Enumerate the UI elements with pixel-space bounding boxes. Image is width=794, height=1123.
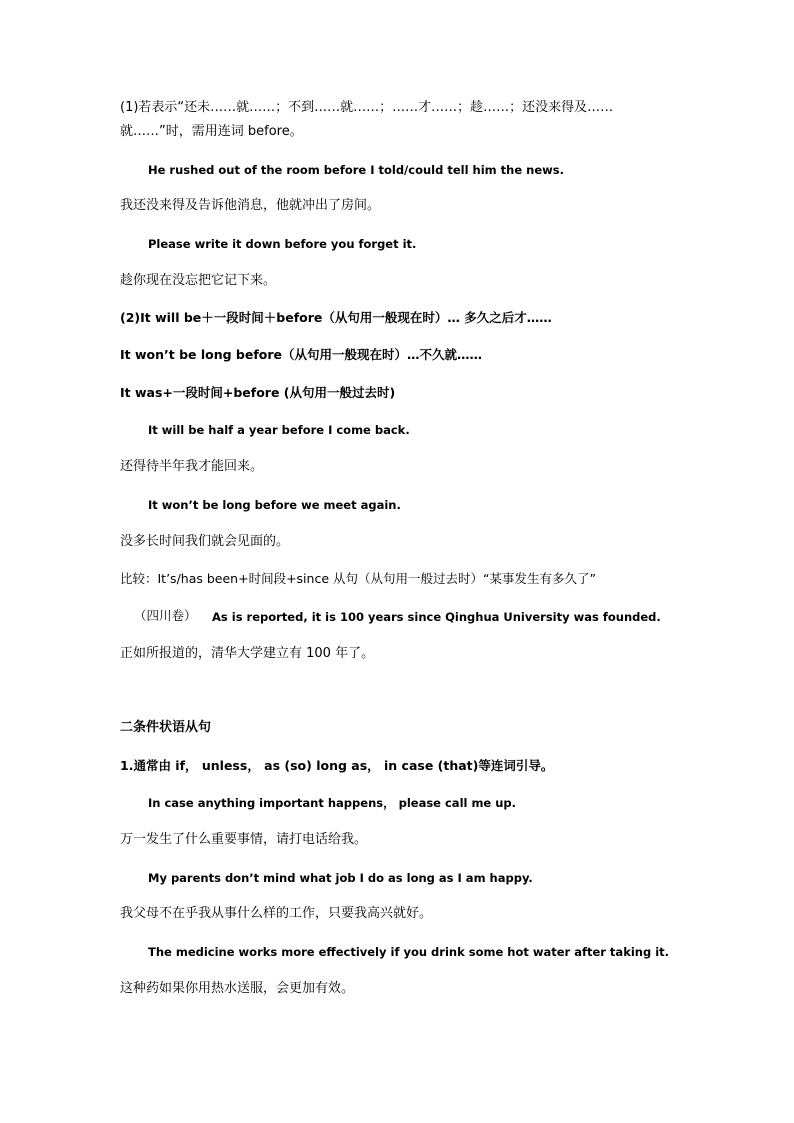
example-sentence-en: The medicine works more effectively if you drink some hot water after taking it. [148, 945, 670, 959]
example-translation-zh: 这种药如果你用热水送服，会更加有效。 [120, 981, 355, 996]
rule-it-was: It was+一段时间+before (从句用一般过去时) [120, 385, 396, 400]
example-translation-zh: 正如所报道的，清华大学建立有 100 年了。 [120, 646, 375, 661]
section-heading: 二条件状语从句 [120, 720, 212, 735]
comparison-note: 比较：It’s/has been+时间段+since 从句（从句用一般过去时）“某事发生有多久了” [120, 571, 596, 586]
example-sentence-en: He rushed out of the room before I told/could tell him the news. [148, 163, 564, 177]
example-translation-zh: 万一发生了什么重要事情，请打电话给我。 [120, 832, 368, 847]
paragraph-before-usage-line1: (1)若表示“还未……就……；不到……就……；……才……；趁……；还没来得及…… [120, 100, 614, 115]
example-translation-zh: 还得待半年我才能回来。 [120, 459, 264, 474]
rule-it-wont-be-long: It won’t be long before（从句用一般现在时）…不久就…… [120, 347, 483, 362]
example-translation-zh: 我还没来得及告诉他消息，他就冲出了房间。 [120, 198, 381, 213]
paragraph-before-usage-line2: 就……”时，需用连词 before。 [120, 124, 303, 139]
example-translation-zh: 没多长时间我们就会见面的。 [120, 534, 290, 549]
example-translation-zh: 趁你现在没忘把它记下来。 [120, 273, 277, 288]
example-sentence-en: As is reported, it is 100 years since Qinghua University was founded. [212, 610, 661, 624]
example-sentence-en: In case anything important happens， please call me up. [148, 796, 517, 810]
example-sentence-en: My parents don’t mind what job I do as long as I am happy. [148, 871, 533, 885]
rule-it-will-be: (2)It will be＋一段时间＋before（从句用一般现在时）… 多久之后才…… [120, 310, 552, 325]
example-sentence-en: It won’t be long before we meet again. [148, 498, 401, 512]
example-sentence-en: It will be half a year before I come back. [148, 423, 410, 437]
exam-source-label: （四川卷） [134, 608, 197, 623]
example-sentence-en: Please write it down before you forget it. [148, 237, 417, 251]
rule-conditional-conjunctions: 1.通常由 if， unless， as (so) long as， in case (that)等连词引导。 [120, 758, 554, 773]
example-translation-zh: 我父母不在乎我从事什么样的工作，只要我高兴就好。 [120, 906, 433, 921]
